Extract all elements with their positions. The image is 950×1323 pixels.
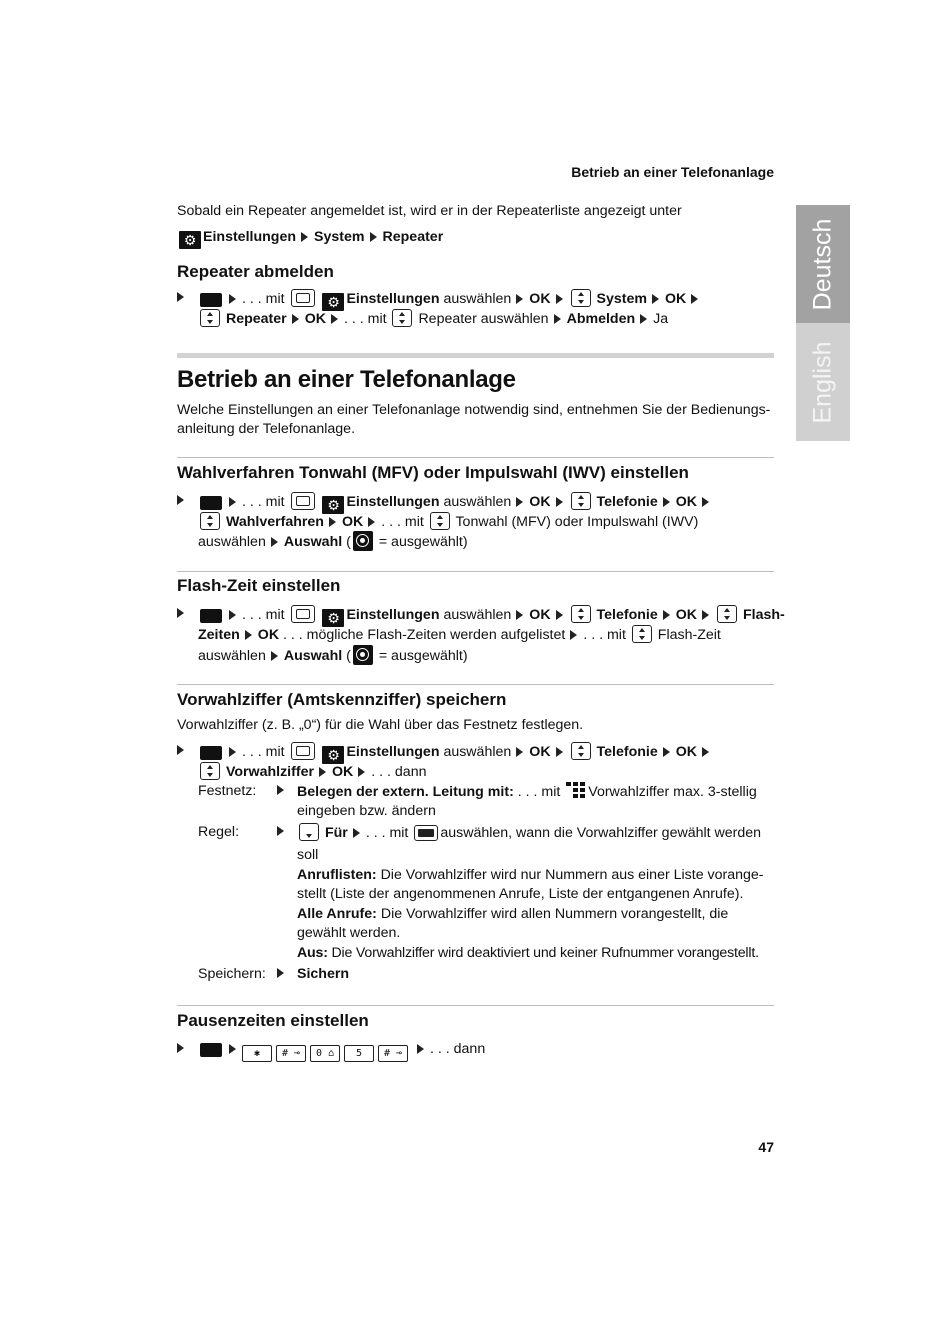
updown-key-icon: [571, 289, 591, 307]
divider: [177, 571, 774, 572]
updown-key-icon: [571, 492, 591, 510]
bullet-arrow-icon: [177, 492, 184, 508]
radio-selected-icon: [353, 645, 373, 665]
intro-text: Sobald ein Repeater angemeldet ist, wird er in der Repeaterliste angezeigt unter: [177, 203, 682, 219]
regel-line2: soll: [297, 847, 319, 863]
gear-icon: ⚙: [322, 496, 344, 514]
section-divider: [177, 353, 774, 358]
nav-key-icon: [291, 605, 315, 623]
nav-key-icon: [291, 742, 315, 760]
festnetz-line2: eingeben bzw. ändern: [297, 803, 436, 819]
keypad-icon: [566, 782, 586, 800]
speichern-label: Speichern:: [198, 966, 266, 982]
sichern-text: Sichern: [297, 966, 350, 982]
repeater-step-line1: . . . mit ⚙ Einstellungen auswählen OK System OK: [198, 289, 704, 311]
vorwahl-step-line1: . . . mit ⚙ Einstellungen auswählen OK Telefonie OK: [198, 742, 715, 764]
down-key-icon: [299, 823, 319, 841]
option-alle-anrufe: Alle Anrufe: Die Vorwahlziffer wird allen Nummern vorangestellt, die gewählt werden.: [297, 906, 729, 941]
option-anruflisten: Anruflisten: Die Vorwahlziffer wird nur Nummern aus einer Liste vorange-stellt (Liste der angenommenen Anrufe, Liste der entgangenen Anrufe).: [297, 867, 764, 902]
arrow-icon: [370, 232, 377, 242]
zero-key-icon: 0 ⌂: [310, 1045, 340, 1062]
gear-icon: ⚙: [322, 746, 344, 764]
vorwahl-step-line2: Vorwahlziffer OK . . . dann: [198, 762, 426, 782]
hash-key-icon: # ⊸: [276, 1045, 306, 1062]
vorwahl-heading: Vorwahlziffer (Amtskennziffer) speichern: [177, 690, 507, 709]
divider: [177, 684, 774, 685]
gear-icon: ⚙: [322, 293, 344, 311]
updown-key-icon: [392, 309, 412, 327]
nav-key-icon: [291, 492, 315, 510]
main-heading: Betrieb an einer Telefonanlage: [177, 366, 516, 393]
menu-key-icon: [200, 293, 222, 307]
updown-key-icon: [200, 512, 220, 530]
running-header: Betrieb an einer Telefonanlage: [571, 164, 774, 180]
wahl-step-line1: . . . mit ⚙ Einstellungen auswählen OK Telefonie OK: [198, 492, 715, 514]
updown-key-icon: [632, 625, 652, 643]
menu-key-icon: [200, 746, 222, 760]
settings-path: ⚙ Einstellungen System Repeater: [177, 228, 443, 249]
regel-label: Regel:: [198, 824, 240, 840]
flash-step-line2: Zeiten OK . . . mögliche Flash-Zeiten werden aufgelistet . . . mit Flash-Zeit: [198, 627, 721, 643]
gear-icon: ⚙: [179, 231, 201, 249]
regel-line1: Für . . . mit auswählen, wann die Vorwahlziffer gewählt werden: [297, 823, 761, 843]
bullet-arrow-icon: [177, 289, 184, 305]
radio-selected-icon: [353, 531, 373, 551]
festnetz-label: Festnetz:: [198, 783, 257, 799]
flash-heading: Flash-Zeit einstellen: [177, 576, 341, 595]
repeater-step-line2: Repeater OK . . . mit Repeater auswählen Abmelden Ja: [198, 309, 668, 329]
updown-key-icon: [571, 605, 591, 623]
tab-deutsch[interactable]: Deutsch: [796, 205, 850, 323]
page-number: 47: [758, 1139, 774, 1155]
updown-key-icon: [430, 512, 450, 530]
updown-key-icon: [571, 742, 591, 760]
flash-step-line1: . . . mit ⚙ Einstellungen auswählen OK Telefonie OK Flash-: [198, 605, 785, 627]
nav-key-icon: [291, 289, 315, 307]
updown-key-icon: [200, 762, 220, 780]
bullet-arrow-icon: [277, 782, 284, 798]
updown-key-icon: [717, 605, 737, 623]
wahl-step-line2: Wahlverfahren OK . . . mit Tonwahl (MFV) oder Impulswahl (IWV): [198, 512, 698, 532]
menu-key-icon: [200, 1043, 222, 1057]
gear-icon: ⚙: [322, 609, 344, 627]
arrow-icon: [301, 232, 308, 242]
bullet-arrow-icon: [177, 605, 184, 621]
updown-key-icon: [200, 309, 220, 327]
hash-key-icon: # ⊸: [378, 1045, 408, 1062]
five-key-icon: 5: [344, 1045, 374, 1062]
divider: [177, 457, 774, 458]
bullet-arrow-icon: [177, 1040, 184, 1056]
repeater-heading: Repeater abmelden: [177, 262, 334, 281]
festnetz-line1: Belegen der extern. Leitung mit: . . . mit Vorwahlziffer max. 3-stellig: [297, 784, 757, 800]
flash-step-line3: auswählen Auswahl ( = ausgewählt): [198, 645, 468, 666]
bullet-arrow-icon: [277, 965, 284, 981]
pause-step-line: ✱ # ⊸ 0 ⌂ 5 # ⊸ . . . dann: [198, 1040, 485, 1062]
star-key-icon: ✱: [242, 1045, 272, 1062]
menu-key-icon: [200, 609, 222, 623]
leftright-key-icon: [414, 825, 438, 841]
vorwahl-description: Vorwahlziffer (z. B. „0“) für die Wahl über das Festnetz festlegen.: [177, 717, 584, 733]
option-aus: Aus: Die Vorwahlziffer wird deaktiviert und keiner Rufnummer vorangestellt.: [297, 945, 759, 961]
bullet-arrow-icon: [177, 742, 184, 758]
menu-key-icon: [200, 496, 222, 510]
tab-english[interactable]: English: [796, 323, 850, 441]
divider: [177, 1005, 774, 1006]
pause-heading: Pausenzeiten einstellen: [177, 1011, 369, 1030]
wahl-heading: Wahlverfahren Tonwahl (MFV) oder Impulswahl (IWV) einstellen: [177, 463, 689, 482]
main-description: Welche Einstellungen an einer Telefonanlage notwendig sind, entnehmen Sie der Bedienungs-anleitung der Telefonanlage.: [177, 402, 771, 437]
bullet-arrow-icon: [277, 823, 284, 839]
wahl-step-line3: auswählen Auswahl ( = ausgewählt): [198, 531, 468, 552]
